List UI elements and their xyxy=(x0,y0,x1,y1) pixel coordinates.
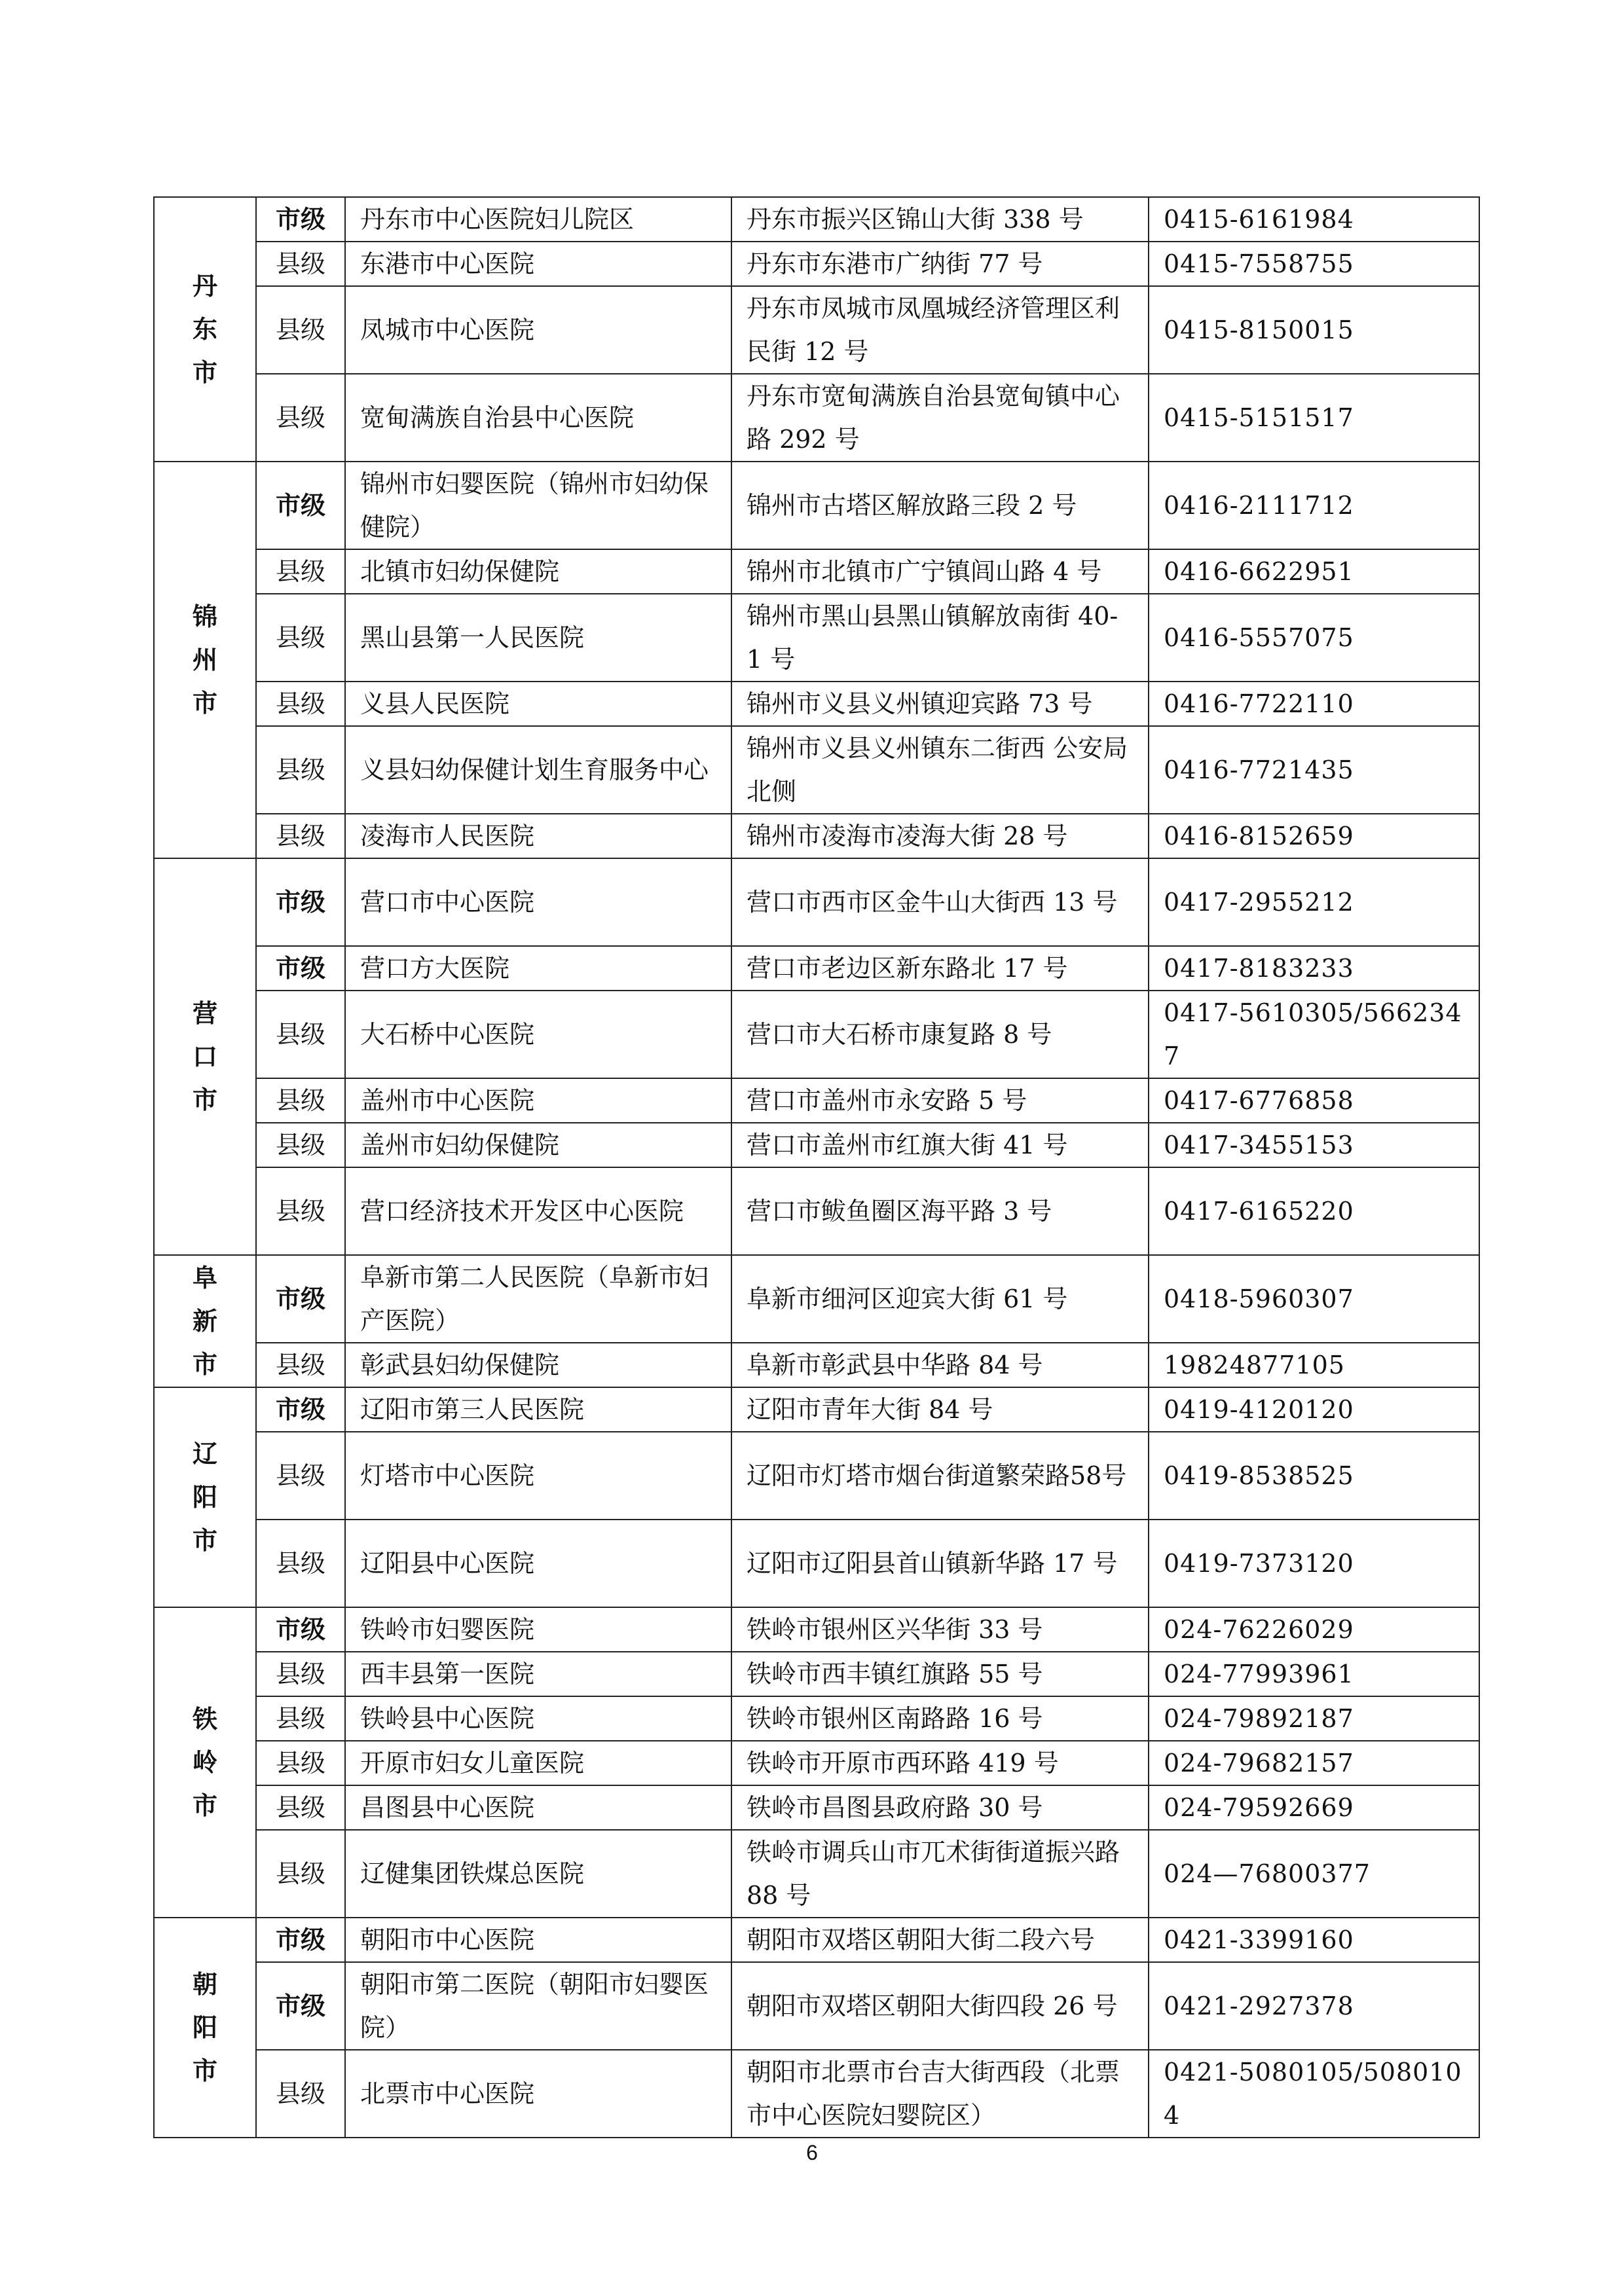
hospital-name-cell: 义县人民医院 xyxy=(345,682,731,726)
address-cell: 丹东市振兴区锦山大街 338 号 xyxy=(731,197,1149,242)
table-row xyxy=(154,286,1479,374)
address-cell: 朝阳市双塔区朝阳大街二段六号 xyxy=(731,1918,1149,1962)
phone-cell: 0416-2111712 xyxy=(1149,462,1479,549)
address-cell: 铁岭市银州区兴华街 33 号 xyxy=(731,1607,1149,1652)
address-cell: 锦州市义县义州镇东二街西 公安局北侧 xyxy=(731,726,1149,814)
address-cell: 阜新市彰武县中华路 84 号 xyxy=(731,1343,1149,1387)
hospital-name-cell: 东港市中心医院 xyxy=(345,242,731,286)
address-cell: 丹东市宽甸满族自治县宽甸镇中心路 292 号 xyxy=(731,374,1149,462)
level-cell: 县级 xyxy=(256,814,345,858)
address-cell: 铁岭市西丰镇红旗路 55 号 xyxy=(731,1652,1149,1696)
table-row xyxy=(154,1830,1479,1918)
hospital-name-cell: 营口方大医院 xyxy=(345,946,731,991)
hospital-name-cell: 北镇市妇幼保健院 xyxy=(345,549,731,594)
level-cell: 县级 xyxy=(256,1123,345,1167)
city-name: 营口市 xyxy=(192,999,217,1114)
table-row xyxy=(154,1387,1479,1432)
hospital-name-cell: 北票市中心医院 xyxy=(345,2050,731,2138)
table-row xyxy=(154,858,1479,946)
hospital-table xyxy=(153,196,1480,2138)
address-cell: 营口市老边区新东路北 17 号 xyxy=(731,946,1149,991)
city-name: 阜新市 xyxy=(192,1264,217,1379)
phone-cell: 024-76226029 xyxy=(1149,1607,1479,1652)
table-row xyxy=(154,1123,1479,1167)
phone-cell: 024-79892187 xyxy=(1149,1696,1479,1741)
address-cell: 营口市盖州市红旗大街 41 号 xyxy=(731,1123,1149,1167)
table-row xyxy=(154,462,1479,549)
address-cell: 铁岭市开原市西环路 419 号 xyxy=(731,1741,1149,1785)
phone-cell: 0415-5151517 xyxy=(1149,374,1479,462)
table-row xyxy=(154,726,1479,814)
hospital-name-cell: 辽健集团铁煤总医院 xyxy=(345,1830,731,1918)
level-cell: 市级 xyxy=(256,462,345,549)
address-cell: 辽阳市灯塔市烟台街道繁荣路58号 xyxy=(731,1432,1149,1520)
level-cell: 县级 xyxy=(256,549,345,594)
level-cell: 县级 xyxy=(256,242,345,286)
table-row xyxy=(154,1696,1479,1741)
table-row xyxy=(154,1785,1479,1830)
hospital-name-cell: 盖州市中心医院 xyxy=(345,1078,731,1123)
phone-cell: 0419-4120120 xyxy=(1149,1387,1479,1432)
hospital-name-cell: 铁岭市妇婴医院 xyxy=(345,1607,731,1652)
hospital-name-cell: 宽甸满族自治县中心医院 xyxy=(345,374,731,462)
hospital-table-body xyxy=(154,197,1479,2138)
table-row xyxy=(154,814,1479,858)
level-cell: 县级 xyxy=(256,682,345,726)
level-cell: 县级 xyxy=(256,1652,345,1696)
hospital-name-cell: 义县妇幼保健计划生育服务中心 xyxy=(345,726,731,814)
address-cell: 营口市大石桥市康复路 8 号 xyxy=(731,991,1149,1078)
phone-cell: 19824877105 xyxy=(1149,1343,1479,1387)
level-cell: 县级 xyxy=(256,1785,345,1830)
level-cell: 县级 xyxy=(256,1696,345,1741)
address-cell: 朝阳市北票市台吉大街西段（北票市中心医院妇婴院区） xyxy=(731,2050,1149,2138)
city-cell xyxy=(154,462,256,858)
table-row xyxy=(154,1255,1479,1343)
table-row xyxy=(154,1078,1479,1123)
phone-cell: 0417-3455153 xyxy=(1149,1123,1479,1167)
level-cell: 县级 xyxy=(256,286,345,374)
level-cell: 市级 xyxy=(256,1607,345,1652)
address-cell: 营口市鲅鱼圈区海平路 3 号 xyxy=(731,1167,1149,1255)
address-cell: 锦州市凌海市凌海大街 28 号 xyxy=(731,814,1149,858)
level-cell: 市级 xyxy=(256,197,345,242)
table-row xyxy=(154,1741,1479,1785)
phone-cell: 0415-6161984 xyxy=(1149,197,1479,242)
address-cell: 锦州市义县义州镇迎宾路 73 号 xyxy=(731,682,1149,726)
address-cell: 锦州市黑山县黑山镇解放南街 40-1 号 xyxy=(731,594,1149,682)
phone-cell: 0419-7373120 xyxy=(1149,1520,1479,1607)
level-cell: 市级 xyxy=(256,858,345,946)
table-row xyxy=(154,682,1479,726)
address-cell: 营口市盖州市永安路 5 号 xyxy=(731,1078,1149,1123)
table-row xyxy=(154,1432,1479,1520)
table-row xyxy=(154,1167,1479,1255)
hospital-name-cell: 阜新市第二人民医院（阜新市妇产医院） xyxy=(345,1255,731,1343)
address-cell: 朝阳市双塔区朝阳大街四段 26 号 xyxy=(731,1962,1149,2050)
table-row xyxy=(154,549,1479,594)
phone-cell: 0416-8152659 xyxy=(1149,814,1479,858)
hospital-name-cell: 锦州市妇婴医院（锦州市妇幼保健院） xyxy=(345,462,731,549)
table-row xyxy=(154,1520,1479,1607)
phone-cell: 0416-6622951 xyxy=(1149,549,1479,594)
phone-cell: 0415-7558755 xyxy=(1149,242,1479,286)
level-cell: 市级 xyxy=(256,1918,345,1962)
city-cell xyxy=(154,1607,256,1918)
hospital-name-cell: 西丰县第一医院 xyxy=(345,1652,731,1696)
hospital-name-cell: 大石桥中心医院 xyxy=(345,991,731,1078)
hospital-name-cell: 朝阳市中心医院 xyxy=(345,1918,731,1962)
phone-cell: 0421-5080105/5080104 xyxy=(1149,2050,1479,2138)
phone-cell: 024-79592669 xyxy=(1149,1785,1479,1830)
table-row xyxy=(154,1918,1479,1962)
city-name: 铁岭市 xyxy=(192,1705,217,1820)
address-cell: 辽阳市辽阳县首山镇新华路 17 号 xyxy=(731,1520,1149,1607)
phone-cell: 024-79682157 xyxy=(1149,1741,1479,1785)
hospital-name-cell: 丹东市中心医院妇儿院区 xyxy=(345,197,731,242)
address-cell: 丹东市凤城市凤凰城经济管理区利民街 12 号 xyxy=(731,286,1149,374)
city-name: 辽阳市 xyxy=(192,1440,217,1555)
phone-cell: 0417-2955212 xyxy=(1149,858,1479,946)
hospital-name-cell: 彰武县妇幼保健院 xyxy=(345,1343,731,1387)
table-row xyxy=(154,1607,1479,1652)
address-cell: 铁岭市银州区南路路 16 号 xyxy=(731,1696,1149,1741)
city-cell xyxy=(154,858,256,1255)
table-row xyxy=(154,2050,1479,2138)
table-row xyxy=(154,594,1479,682)
table-row xyxy=(154,991,1479,1078)
phone-cell: 0416-7722110 xyxy=(1149,682,1479,726)
phone-cell: 0421-2927378 xyxy=(1149,1962,1479,2050)
phone-cell: 0416-5557075 xyxy=(1149,594,1479,682)
level-cell: 县级 xyxy=(256,374,345,462)
table-row xyxy=(154,1343,1479,1387)
hospital-name-cell: 黑山县第一人民医院 xyxy=(345,594,731,682)
hospital-name-cell: 营口经济技术开发区中心医院 xyxy=(345,1167,731,1255)
phone-cell: 0417-6165220 xyxy=(1149,1167,1479,1255)
phone-cell: 0417-5610305/5662347 xyxy=(1149,991,1479,1078)
city-cell xyxy=(154,197,256,462)
city-name: 丹东市 xyxy=(192,272,217,387)
address-cell: 辽阳市青年大街 84 号 xyxy=(731,1387,1149,1432)
address-cell: 锦州市古塔区解放路三段 2 号 xyxy=(731,462,1149,549)
hospital-name-cell: 辽阳县中心医院 xyxy=(345,1520,731,1607)
phone-cell: 0421-3399160 xyxy=(1149,1918,1479,1962)
level-cell: 市级 xyxy=(256,1387,345,1432)
city-cell xyxy=(154,1387,256,1607)
table-row xyxy=(154,1962,1479,2050)
page-number: 6 xyxy=(806,2141,818,2164)
level-cell: 县级 xyxy=(256,1741,345,1785)
phone-cell: 0419-8538525 xyxy=(1149,1432,1479,1520)
phone-cell: 024—76800377 xyxy=(1149,1830,1479,1918)
level-cell: 县级 xyxy=(256,1520,345,1607)
table-row xyxy=(154,197,1479,242)
address-cell: 锦州市北镇市广宁镇闾山路 4 号 xyxy=(731,549,1149,594)
city-cell xyxy=(154,1918,256,2138)
hospital-name-cell: 凌海市人民医院 xyxy=(345,814,731,858)
hospital-name-cell: 辽阳市第三人民医院 xyxy=(345,1387,731,1432)
hospital-name-cell: 昌图县中心医院 xyxy=(345,1785,731,1830)
hospital-name-cell: 凤城市中心医院 xyxy=(345,286,731,374)
level-cell: 县级 xyxy=(256,726,345,814)
city-name: 锦州市 xyxy=(192,602,217,718)
hospital-name-cell: 铁岭县中心医院 xyxy=(345,1696,731,1741)
level-cell: 县级 xyxy=(256,594,345,682)
level-cell: 市级 xyxy=(256,1255,345,1343)
level-cell: 县级 xyxy=(256,1078,345,1123)
level-cell: 市级 xyxy=(256,1962,345,2050)
table-row xyxy=(154,242,1479,286)
level-cell: 县级 xyxy=(256,1830,345,1918)
address-cell: 营口市西市区金牛山大街西 13 号 xyxy=(731,858,1149,946)
level-cell: 县级 xyxy=(256,1432,345,1520)
phone-cell: 0417-8183233 xyxy=(1149,946,1479,991)
city-cell xyxy=(154,1255,256,1387)
phone-cell: 0417-6776858 xyxy=(1149,1078,1479,1123)
phone-cell: 024-77993961 xyxy=(1149,1652,1479,1696)
level-cell: 县级 xyxy=(256,1343,345,1387)
phone-cell: 0415-8150015 xyxy=(1149,286,1479,374)
address-cell: 铁岭市昌图县政府路 30 号 xyxy=(731,1785,1149,1830)
table-row xyxy=(154,946,1479,991)
address-cell: 丹东市东港市广纳街 77 号 xyxy=(731,242,1149,286)
hospital-name-cell: 开原市妇女儿童医院 xyxy=(345,1741,731,1785)
level-cell: 县级 xyxy=(256,1167,345,1255)
city-name: 朝阳市 xyxy=(192,1970,217,2085)
hospital-name-cell: 灯塔市中心医院 xyxy=(345,1432,731,1520)
address-cell: 阜新市细河区迎宾大街 61 号 xyxy=(731,1255,1149,1343)
hospital-name-cell: 营口市中心医院 xyxy=(345,858,731,946)
phone-cell: 0418-5960307 xyxy=(1149,1255,1479,1343)
hospital-name-cell: 朝阳市第二医院（朝阳市妇婴医院） xyxy=(345,1962,731,2050)
hospital-name-cell: 盖州市妇幼保健院 xyxy=(345,1123,731,1167)
phone-cell: 0416-7721435 xyxy=(1149,726,1479,814)
level-cell: 县级 xyxy=(256,991,345,1078)
level-cell: 市级 xyxy=(256,946,345,991)
level-cell: 县级 xyxy=(256,2050,345,2138)
address-cell: 铁岭市调兵山市兀术街街道振兴路 88 号 xyxy=(731,1830,1149,1918)
table-row xyxy=(154,374,1479,462)
table-row xyxy=(154,1652,1479,1696)
